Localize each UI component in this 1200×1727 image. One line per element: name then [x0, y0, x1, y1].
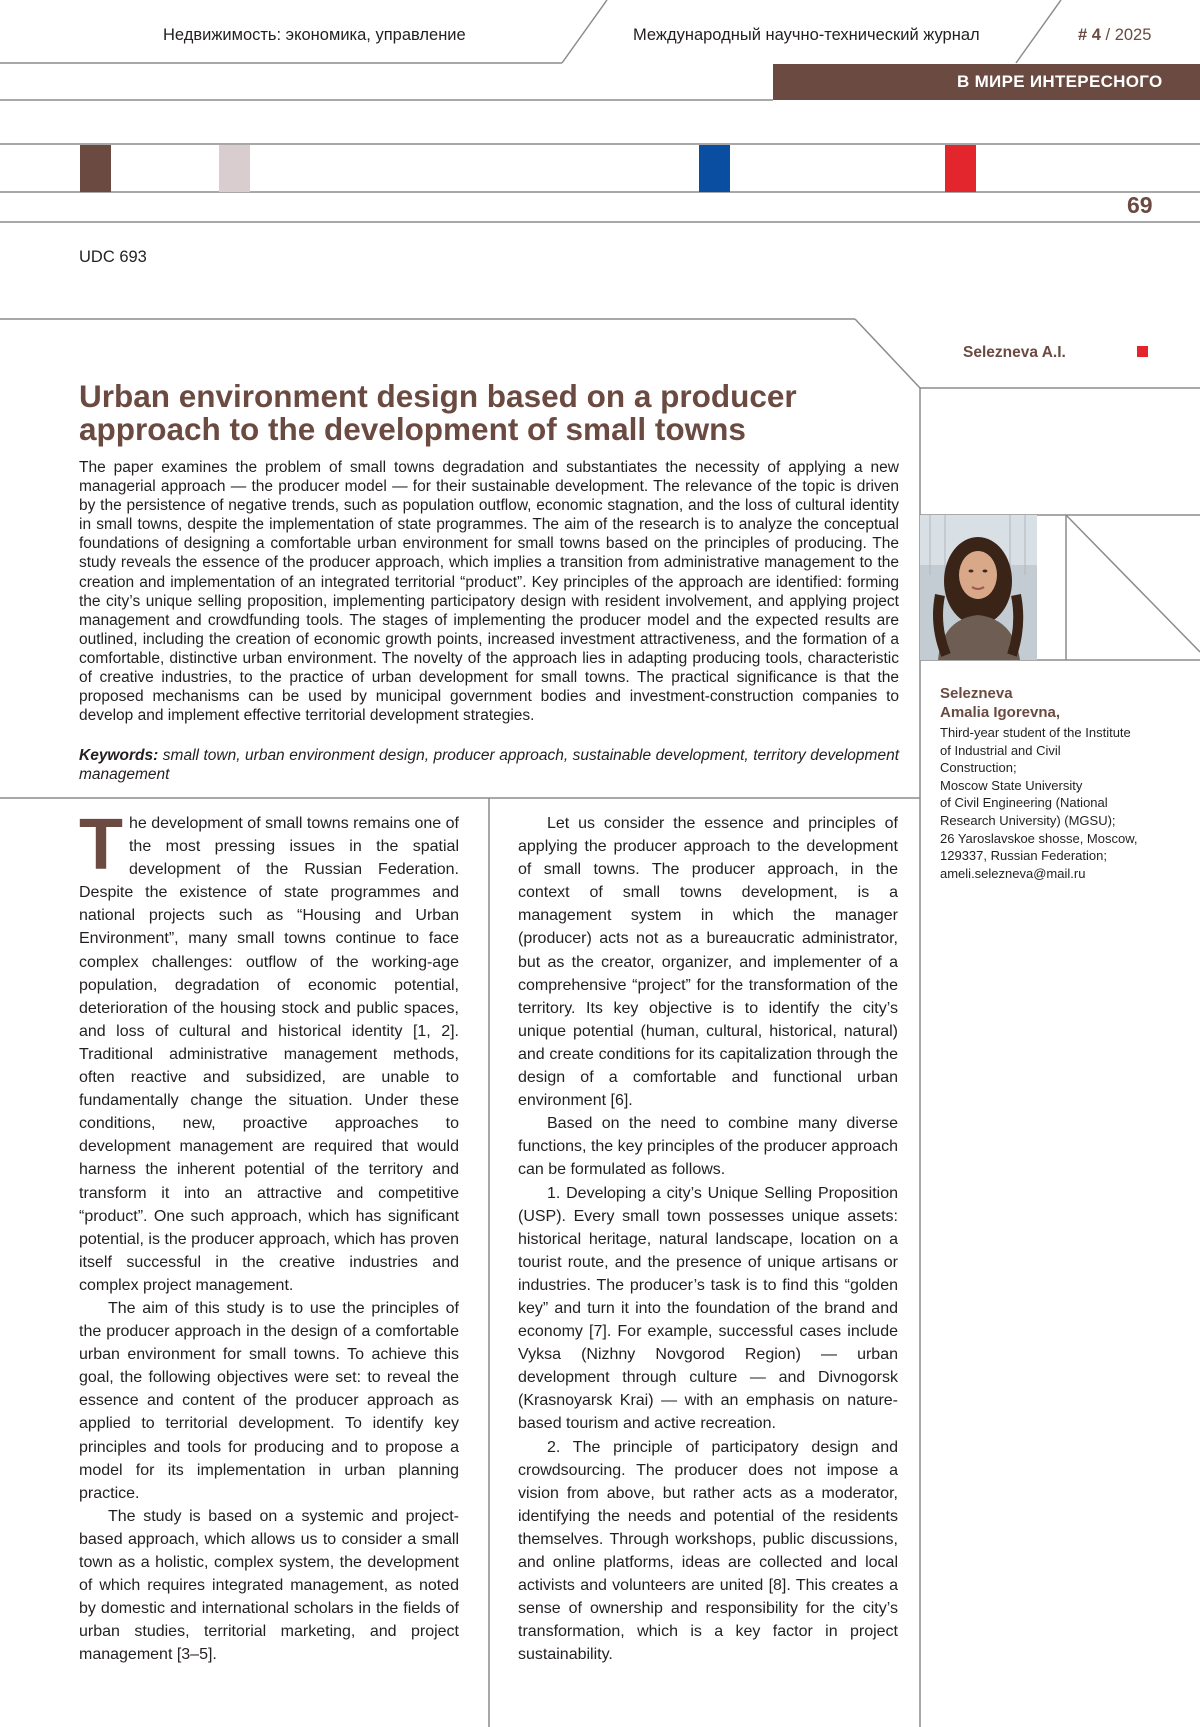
author-full-name [940, 684, 1180, 722]
paragraph: 2. The principle of participatory design and crowdsourcing. The producer does not impose a vision from above, but rather acts as a moderator, identifying the needs and potential of the residents themselves. Through workshops, public discussions, and online platforms, ideas are collected and local activists and volunteers are united [8]. This creates a sense of ownership and responsibility for the city’s transformation, which is a key factor in project sustainability. [518, 1438, 898, 1664]
issue-year: / 2025 [1105, 26, 1152, 44]
header-rules [0, 0, 1200, 400]
author-given-names: Amalia Igorevna, [940, 704, 1061, 721]
paragraph: The aim of this study is to use the principles of the producer approach in the design of a comfortable urban environment for small towns. To achieve this goal, the following objectives were set: to reveal the essence and content of the producer approach as applied to territorial development. To identify key principles and tools for producing and to propose a model for its implementation in urban planning practice. [79, 1299, 459, 1502]
affiliation-line: Research University) (MGSU); [940, 812, 1116, 828]
paragraph-text: he development of small towns remains one of the most pressing issues in the spatial development of the Russian Federation. Despite the existence of state programmes and national projects such as “Housing and Urban Environment”, many small towns continue to face complex challenges: outflow of the working-age population, degradation of economic potential, deterioration of the housing stock and public spaces, and loss of cultural and historical identity [1, 2]. Traditional administrative management methods, often reactive and subsidized, are unable to fundamentally change the situation. Under these conditions, new, proactive approaches to development management are required that would harness the inherent potential of the territory and transform it into an attractive and competitive “product”. One such approach, which has significant potential, is the producer approach, which has proven itself successful in the creative industries and complex project management. [79, 815, 459, 1294]
affiliation-line: Moscow State University [940, 777, 1083, 793]
swatch-blue [699, 145, 730, 192]
author-short-name: Selezneva A.I. [963, 344, 1066, 361]
author-marker [1137, 346, 1148, 357]
affiliation-line: 129337, Russian Federation; [940, 848, 1107, 864]
affiliation-line: of Industrial and Civil Construction; [940, 742, 1061, 776]
abstract: The paper examines the problem of small towns degradation and substantiates the necessity of applying a new managerial approach — the producer model — for their sustainable development. The relevance of the topic is driven by the persistence of negative trends, such as population outflow, economic stagnation, and the loss of cultural identity in small towns, despite the implementation of state programmes. The aim of the research is to analyze the conceptual foundations of designing a comfortable urban environment for small towns based on the principles of producing. The study reveals the essence of the producer approach, which implies a transition from administrative management to the creation and implementation of an integrated territorial “product”. Key principles of the approach are identified: forming the city’s unique selling proposition, implementing participatory design with resident involvement, and applying project management and crowdfunding tools. The stages of implementing the producer model and the expected results are outlined, including the creation of economic growth points, increased investment attractiveness, and the formation of a comfortable, distinctive urban environment. The novelty of the approach lies in adapting producing tools, characteristic of creative industries, to the practice of urban development for small towns. The practical significance is that the proposed mechanisms can be used by municipal government bodies and investment-construction companies to develop and implement effective territorial development strategies. [79, 459, 899, 725]
journal-topic: Недвижимость: экономика, управление [163, 26, 466, 44]
body-column-left [79, 805, 459, 1666]
keywords-label: Keywords: [79, 747, 159, 764]
author-affiliation [940, 724, 1140, 882]
paragraph: Based on the need to combine many diverse functions, the key principles of the producer approach can be formulated as follows. [518, 1115, 898, 1179]
section-title: В МИРЕ ИНТЕРЕСНОГО [957, 72, 1163, 91]
section-band [773, 64, 1200, 100]
issue-number: # 4 [1078, 26, 1101, 44]
paragraph: Let us consider the essence and principles of applying the producer approach to the development of small towns. The producer approach, in the context of small towns development, is a management system in which the manager (producer) acts not as a bureaucratic administrator, but as the creator, organizer, and implementer of a comprehensive “project” for the transformation of the territory. Its key objective is to identify the city’s unique potential (human, cultural, historical, natural) and create conditions for its capitalization through the design of a comfortable and functional urban environment [6]. [518, 815, 898, 1110]
affiliation-line: Third-year student of the Institute [940, 725, 1131, 740]
author-surname: Selezneva [940, 685, 1013, 702]
paragraph: The study is based on a systemic and project-based approach, which allows us to consider a small town as a holistic, complex system, the development of which requires integrated management, as noted by domestic and international scholars in the fields of urban studies, territorial marketing, and project management [3–5]. [79, 1507, 459, 1664]
affiliation-line: of Civil Engineering (National [940, 795, 1108, 811]
udc-code: UDC 693 [79, 248, 147, 266]
drop-cap: T [79, 805, 123, 885]
swatch-pink [219, 145, 250, 192]
author-email[interactable]: ameli.selezneva@mail.ru [940, 865, 1086, 881]
keywords-text: small town, urban environment design, producer approach, sustainable development, territory development management [79, 747, 900, 784]
article-title: Urban environment design based on a producer approach to the development of small towns [79, 378, 797, 447]
body-column-right [518, 812, 898, 1666]
paragraph [79, 805, 459, 1297]
swatch-brown [80, 145, 111, 192]
affiliation-line: 26 Yaroslavskoe shosse, Moscow, [940, 830, 1138, 846]
swatch-red [945, 145, 976, 192]
paragraph: 1. Developing a city’s Unique Selling Proposition (USP). Every small town possesses unique assets: historical heritage, natural landscape, location on a tourist route, and the presence of unique artisans or industries. The producer’s task is to find this “golden key” and turn it into the foundation of the brand and economy [7]. For example, successful cases include Vyksa (Nizhny Novgorod Region) — urban development through culture — and Divnogorsk (Krasnoyarsk Krai) — with an emphasis on nature-based tourism and active recreation. [518, 1184, 898, 1433]
page-number: 69 [1127, 192, 1153, 218]
author-photo [920, 515, 1037, 660]
journal-type: Международный научно-технический журнал [633, 26, 980, 44]
